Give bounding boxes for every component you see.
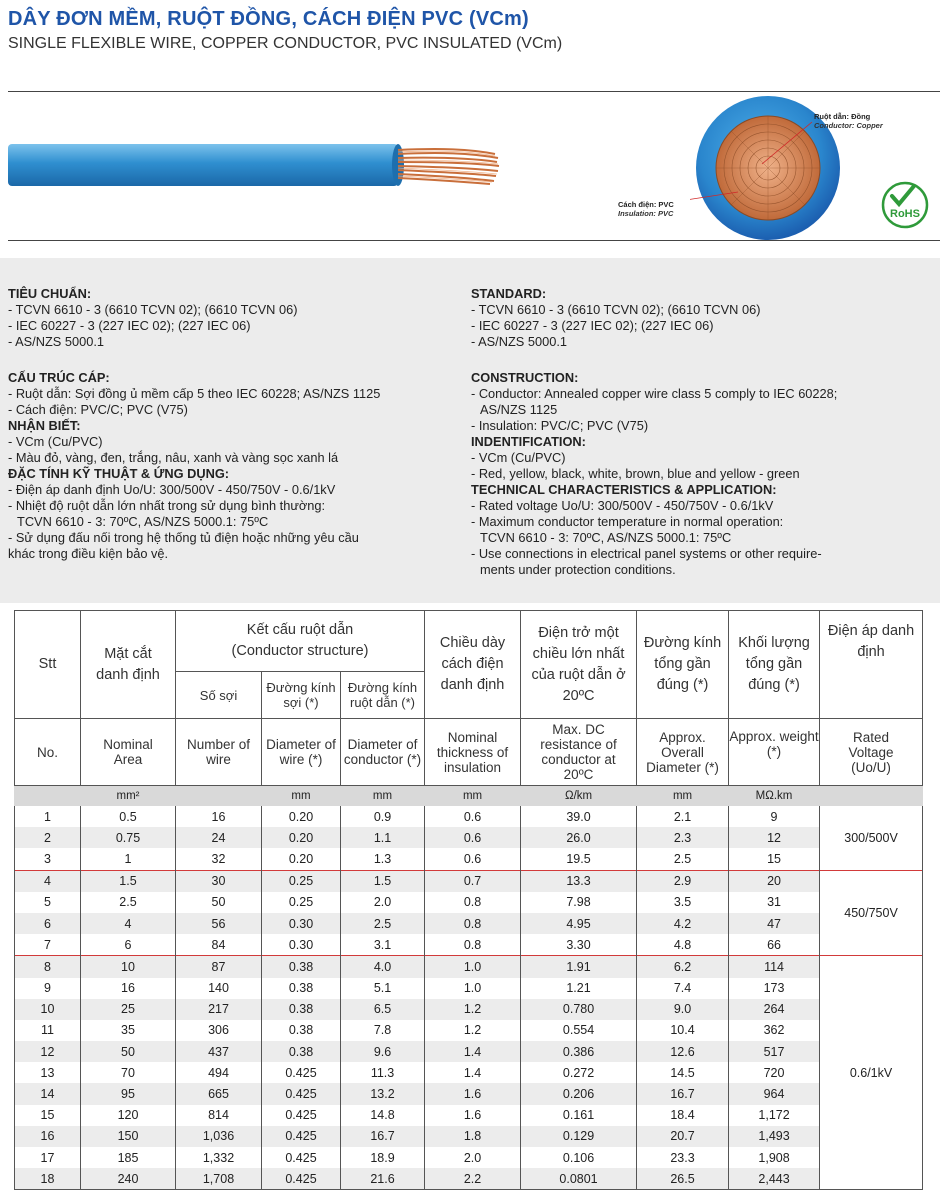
spec-line: - VCm (Cu/PVC) <box>471 450 566 465</box>
header-voltage-vn: Điện áp danh định <box>820 611 923 719</box>
standard-heading: TIÊU CHUẨN: <box>8 286 92 301</box>
table-row <box>15 913 923 934</box>
table-cell: 240 <box>81 1168 176 1190</box>
table-cell: 1.2 <box>425 1020 521 1041</box>
table-cell: 11 <box>15 1020 81 1041</box>
table-cell: 47 <box>729 913 820 934</box>
table-cell: 11.3 <box>341 1062 425 1083</box>
table-cell: 150 <box>81 1126 176 1147</box>
table-row <box>15 870 923 892</box>
table-cell: 1 <box>81 848 176 870</box>
spec-line: - Rated voltage Uo/U: 300/500V - 450/750V - 0.6/1kV <box>471 498 774 513</box>
table-cell: 66 <box>729 934 820 956</box>
table-cell: 95 <box>81 1083 176 1104</box>
table-cell: 0.38 <box>262 999 341 1020</box>
table-cell: 1.0 <box>425 956 521 978</box>
table-row <box>15 848 923 870</box>
table-body <box>15 806 923 1190</box>
table-cell: 7.8 <box>341 1020 425 1041</box>
table-cell: 0.20 <box>262 848 341 870</box>
table-cell: 12 <box>729 827 820 848</box>
table-cell: 6.5 <box>341 999 425 1020</box>
spec-column-vn <box>8 286 458 562</box>
table-cell: 1,708 <box>176 1168 262 1190</box>
header-cond-dia-en: Diameter of conductor (*) <box>341 719 425 786</box>
spec-line: TCVN 6610 - 3: 70ºC, AS/NZS 5000.1: 75ºC <box>17 514 269 529</box>
table-cell: 2.3 <box>637 827 729 848</box>
spec-line: - Ruột dẫn: Sợi đồng ủ mềm cấp 5 theo IEC 60228; AS/NZS 1125 <box>8 386 381 401</box>
table-cell: 13.2 <box>341 1083 425 1104</box>
table-row <box>15 1062 923 1083</box>
spec-line: - Cách điện: PVC/C; PVC (V75) <box>8 402 188 417</box>
table-cell: 0.38 <box>262 1041 341 1062</box>
table-cell: 0.425 <box>262 1126 341 1147</box>
table-cell: 16 <box>81 978 176 999</box>
table-cell: 120 <box>81 1105 176 1126</box>
header-thickness-vn: Chiều dày cách điện danh định <box>425 611 521 719</box>
spec-line: - Use connections in electrical panel systems or other require- <box>471 546 822 561</box>
identification-heading: INDENTIFICATION: <box>471 434 586 449</box>
spec-line: - Nhiệt độ ruột dẫn lớn nhất trong sử dụng bình thường: <box>8 498 326 513</box>
table-cell: 20 <box>729 870 820 892</box>
table-cell: 264 <box>729 999 820 1020</box>
spec-line: - TCVN 6610 - 3 (6610 TCVN 02); (6610 TCVN 06) <box>471 302 761 317</box>
table-cell: 2.2 <box>425 1168 521 1190</box>
insulation-callout <box>618 200 674 218</box>
header-cond-dia-vn: Đường kính ruột dẫn (*) <box>341 672 425 719</box>
table-cell: 0.38 <box>262 956 341 978</box>
spec-line: - Màu đỏ, vàng, đen, trắng, nâu, xanh và vàng sọc xanh lá <box>8 450 339 465</box>
table-cell: 5.1 <box>341 978 425 999</box>
table-cell: 0.6 <box>425 848 521 870</box>
table-cell: 0.6 <box>425 827 521 848</box>
table-cell: 217 <box>176 999 262 1020</box>
table-row <box>15 934 923 956</box>
table-row <box>15 1147 923 1168</box>
table-cell: 1,493 <box>729 1126 820 1147</box>
table-cell: 9 <box>15 978 81 999</box>
table-cell: 1.2 <box>425 999 521 1020</box>
spec-line: - TCVN 6610 - 3 (6610 TCVN 02); (6610 TCVN 06) <box>8 302 298 317</box>
table-header <box>15 611 923 807</box>
table-cell: 30 <box>176 870 262 892</box>
spec-line: - Điện áp danh định Uo/U: 300/500V - 450/750V - 0.6/1kV <box>8 482 336 497</box>
construction-heading: CONSTRUCTION: <box>471 370 579 385</box>
table-cell: 4 <box>15 870 81 892</box>
table-cell: 2.0 <box>425 1147 521 1168</box>
spec-line: AS/NZS 1125 <box>480 402 558 417</box>
table-cell: 665 <box>176 1083 262 1104</box>
table-cell: 4.2 <box>637 913 729 934</box>
table-cell: 0.554 <box>521 1020 637 1041</box>
table-row <box>15 1083 923 1104</box>
table-cell: 494 <box>176 1062 262 1083</box>
table-cell: 114 <box>729 956 820 978</box>
header-wire-dia-vn: Đường kính sợi (*) <box>262 672 341 719</box>
table-cell: 814 <box>176 1105 262 1126</box>
spec-column-en <box>471 286 931 578</box>
table-cell: 2.1 <box>637 806 729 827</box>
unit-area: mm² <box>81 786 176 807</box>
table-cell: 0.425 <box>262 1083 341 1104</box>
table-cell: 0.780 <box>521 999 637 1020</box>
header-structure: Kết cấu ruột dẫn (Conductor structure) <box>176 611 425 672</box>
table-cell: 0.75 <box>81 827 176 848</box>
table-cell: 2.0 <box>341 892 425 913</box>
table-cell: 1.5 <box>81 870 176 892</box>
header-area-vn: Mặt cắt danh định <box>81 611 176 719</box>
header-weight-vn: Khối lượng tổng gần đúng (*) <box>729 611 820 719</box>
table-cell: 0.20 <box>262 806 341 827</box>
table-cell: 10 <box>15 999 81 1020</box>
table-row <box>15 1041 923 1062</box>
table-cell: 0.206 <box>521 1083 637 1104</box>
table-cell: 0.38 <box>262 1020 341 1041</box>
table-cell: 3 <box>15 848 81 870</box>
table-cell: 3.30 <box>521 934 637 956</box>
table-cell: 1.3 <box>341 848 425 870</box>
table-cell: 0.25 <box>262 870 341 892</box>
table-cell: 517 <box>729 1041 820 1062</box>
table-row <box>15 1168 923 1190</box>
table-cell: 6 <box>81 934 176 956</box>
table-cell: 720 <box>729 1062 820 1083</box>
conductor-label-en: Conductor: Copper <box>814 121 883 130</box>
table-cell: 15 <box>729 848 820 870</box>
spec-line: - VCm (Cu/PVC) <box>8 434 103 449</box>
table-cell: 0.8 <box>425 934 521 956</box>
table-cell: 1,908 <box>729 1147 820 1168</box>
table-cell: 140 <box>176 978 262 999</box>
header-thickness-en: Nominal thickness of insulation <box>425 719 521 786</box>
table-cell: 0.106 <box>521 1147 637 1168</box>
table-row <box>15 806 923 827</box>
spec-line: - IEC 60227 - 3 (227 IEC 02); (227 IEC 06) <box>471 318 714 333</box>
table-cell: 23.3 <box>637 1147 729 1168</box>
wire-illustration <box>0 92 520 242</box>
table-cell: 0.38 <box>262 978 341 999</box>
table-cell: 7 <box>15 934 81 956</box>
unit-weight: MΩ.km <box>729 786 820 807</box>
table-cell: 0.30 <box>262 934 341 956</box>
table-cell: 0.5 <box>81 806 176 827</box>
table-cell: 2 <box>15 827 81 848</box>
table-cell: 2.5 <box>341 913 425 934</box>
technical-heading: ĐẶC TÍNH KỸ THUẬT & ỨNG DỤNG: <box>8 466 230 481</box>
table-cell: 1.4 <box>425 1062 521 1083</box>
table-cell: 4 <box>81 913 176 934</box>
table-cell: 14 <box>15 1083 81 1104</box>
table-cell: 24 <box>176 827 262 848</box>
table-cell: 0.0801 <box>521 1168 637 1190</box>
unit-resistance: Ω/km <box>521 786 637 807</box>
table-cell: 14.5 <box>637 1062 729 1083</box>
table-cell: 9.6 <box>341 1041 425 1062</box>
table-cell: 2.5 <box>637 848 729 870</box>
table-cell: 5 <box>15 892 81 913</box>
table-cell: 0.161 <box>521 1105 637 1126</box>
table-cell: 2,443 <box>729 1168 820 1190</box>
table-cell: 84 <box>176 934 262 956</box>
table-cell: 20.7 <box>637 1126 729 1147</box>
header-overall-vn: Đường kính tổng gần đúng (*) <box>637 611 729 719</box>
table-cell: 13.3 <box>521 870 637 892</box>
construction-heading: CẤU TRÚC CÁP: <box>8 370 110 385</box>
table-cell: 0.425 <box>262 1147 341 1168</box>
unit-wire-dia: mm <box>262 786 341 807</box>
conductor-callout <box>814 112 883 130</box>
header-no: No. <box>15 719 81 786</box>
header-stt: Stt <box>15 611 81 719</box>
table-row <box>15 892 923 913</box>
table-cell: 0.8 <box>425 892 521 913</box>
table-cell: 32 <box>176 848 262 870</box>
table-cell: 6.2 <box>637 956 729 978</box>
table-cell: 362 <box>729 1020 820 1041</box>
table-row <box>15 1020 923 1041</box>
table-cell: 16 <box>15 1126 81 1147</box>
table-cell: 1,172 <box>729 1105 820 1126</box>
voltage-cell: 450/750V <box>820 870 923 956</box>
table-cell: 35 <box>81 1020 176 1041</box>
table-cell: 16 <box>176 806 262 827</box>
spec-line: - IEC 60227 - 3 (227 IEC 02); (227 IEC 06) <box>8 318 251 333</box>
table-row <box>15 978 923 999</box>
table-cell: 0.129 <box>521 1126 637 1147</box>
table-cell: 31 <box>729 892 820 913</box>
table-cell: 7.98 <box>521 892 637 913</box>
product-hero <box>0 92 940 242</box>
standard-heading: STANDARD: <box>471 286 547 301</box>
table-cell: 0.20 <box>262 827 341 848</box>
table-cell: 4.0 <box>341 956 425 978</box>
header-wires-en: Number of wire <box>176 719 262 786</box>
table-cell: 39.0 <box>521 806 637 827</box>
spec-line: - Insulation: PVC/C; PVC (V75) <box>471 418 649 433</box>
table-cell: 26.5 <box>637 1168 729 1190</box>
table-cell: 16.7 <box>341 1126 425 1147</box>
spec-line: - AS/NZS 5000.1 <box>8 334 105 349</box>
technical-heading: TECHNICAL CHARACTERISTICS & APPLICATION: <box>471 482 777 497</box>
header-voltage-en: Rated Voltage (Uo/U) <box>820 719 923 786</box>
header-resistance-en: Max. DC resistance of conductor at 20ºC <box>521 719 637 786</box>
table-cell: 56 <box>176 913 262 934</box>
table-cell: 10.4 <box>637 1020 729 1041</box>
table-cell: 0.386 <box>521 1041 637 1062</box>
conductor-label-vn: Ruột dẫn: Đồng <box>814 112 871 121</box>
header-wire-dia-en: Diameter of wire (*) <box>262 719 341 786</box>
specification-panel <box>0 258 940 603</box>
table-cell: 8 <box>15 956 81 978</box>
table-cell: 185 <box>81 1147 176 1168</box>
table-cell: 1,332 <box>176 1147 262 1168</box>
spec-line: - AS/NZS 5000.1 <box>471 334 568 349</box>
table-cell: 0.6 <box>425 806 521 827</box>
table-cell: 0.425 <box>262 1168 341 1190</box>
header-weight-en: Approx. weight (*) <box>729 719 820 786</box>
page-title-vn: DÂY ĐƠN MỀM, RUỘT ĐỒNG, CÁCH ĐIỆN PVC (VCm) <box>8 8 529 30</box>
table-cell: 1.8 <box>425 1126 521 1147</box>
table-cell: 1.21 <box>521 978 637 999</box>
table-cell: 18.4 <box>637 1105 729 1126</box>
table-cell: 26.0 <box>521 827 637 848</box>
voltage-cell: 0.6/1kV <box>820 956 923 1190</box>
table-cell: 18 <box>15 1168 81 1190</box>
table-cell: 4.8 <box>637 934 729 956</box>
table-cell: 13 <box>15 1062 81 1083</box>
table-cell: 12.6 <box>637 1041 729 1062</box>
table-cell: 25 <box>81 999 176 1020</box>
header-area-en: Nominal Area <box>81 719 176 786</box>
table-cell: 50 <box>176 892 262 913</box>
table-cell: 15 <box>15 1105 81 1126</box>
spec-line: - Maximum conductor temperature in normal operation: <box>471 514 784 529</box>
table-cell: 87 <box>176 956 262 978</box>
table-cell: 1.0 <box>425 978 521 999</box>
table-cell: 1.4 <box>425 1041 521 1062</box>
table-cell: 1 <box>15 806 81 827</box>
table-cell: 7.4 <box>637 978 729 999</box>
table-cell: 9 <box>729 806 820 827</box>
table-cell: 3.5 <box>637 892 729 913</box>
unit-cond-dia: mm <box>341 786 425 807</box>
table-cell: 21.6 <box>341 1168 425 1190</box>
table-cell: 1,036 <box>176 1126 262 1147</box>
header-resistance-vn: Điện trở một chiều lớn nhất của ruột dẫn ở 20ºC <box>521 611 637 719</box>
table-cell: 0.425 <box>262 1105 341 1126</box>
table-cell: 0.8 <box>425 913 521 934</box>
rohs-label: RoHS <box>890 208 920 220</box>
table-cell: 0.7 <box>425 870 521 892</box>
table-row <box>15 1105 923 1126</box>
unit-overall: mm <box>637 786 729 807</box>
spec-line: ments under protection conditions. <box>480 562 676 577</box>
table-cell: 2.9 <box>637 870 729 892</box>
header-overall-en: Approx. Overall Diameter (*) <box>637 719 729 786</box>
page-title-en: SINGLE FLEXIBLE WIRE, COPPER CONDUCTOR, PVC INSULATED (VCm) <box>8 35 563 52</box>
voltage-cell: 300/500V <box>820 806 923 870</box>
table-cell: 18.9 <box>341 1147 425 1168</box>
table-cell: 9.0 <box>637 999 729 1020</box>
table-cell: 173 <box>729 978 820 999</box>
table-row <box>15 827 923 848</box>
identification-heading: NHẬN BIẾT: <box>8 418 81 433</box>
table-cell: 4.95 <box>521 913 637 934</box>
table-cell: 6 <box>15 913 81 934</box>
spec-line: khác trong điều kiện bảo vệ. <box>8 546 169 561</box>
table-row <box>15 1126 923 1147</box>
table-cell: 50 <box>81 1041 176 1062</box>
specification-table <box>14 610 923 1190</box>
table-cell: 2.5 <box>81 892 176 913</box>
spec-line: TCVN 6610 - 3: 70ºC, AS/NZS 5000.1: 75ºC <box>480 530 732 545</box>
table-cell: 964 <box>729 1083 820 1104</box>
table-cell: 0.30 <box>262 913 341 934</box>
table-cell: 0.425 <box>262 1062 341 1083</box>
insulation-label-vn: Cách điện: PVC <box>618 200 674 209</box>
table-cell: 12 <box>15 1041 81 1062</box>
table-cell: 0.25 <box>262 892 341 913</box>
table-cell: 1.91 <box>521 956 637 978</box>
table-cell: 1.6 <box>425 1105 521 1126</box>
table-cell: 1.6 <box>425 1083 521 1104</box>
table-cell: 10 <box>81 956 176 978</box>
table-row <box>15 999 923 1020</box>
table-cell: 1.5 <box>341 870 425 892</box>
spec-line: - Conductor: Annealed copper wire class 5 comply to IEC 60228; <box>471 386 838 401</box>
table-cell: 3.1 <box>341 934 425 956</box>
table-cell: 0.272 <box>521 1062 637 1083</box>
table-cell: 19.5 <box>521 848 637 870</box>
spec-line: - Red, yellow, black, white, brown, blue and yellow - green <box>471 466 800 481</box>
insulation-label-en: Insulation: PVC <box>618 209 674 218</box>
table-cell: 437 <box>176 1041 262 1062</box>
rohs-badge <box>880 180 930 230</box>
unit-thickness: mm <box>425 786 521 807</box>
table-cell: 16.7 <box>637 1083 729 1104</box>
table-cell: 17 <box>15 1147 81 1168</box>
table-cell: 1.1 <box>341 827 425 848</box>
header-wires-vn: Số sợi <box>176 672 262 719</box>
table-cell: 14.8 <box>341 1105 425 1126</box>
spec-line: - Sử dụng đấu nối trong hệ thống tủ điện hoặc những yêu cầu <box>8 530 359 545</box>
table-cell: 0.9 <box>341 806 425 827</box>
table-cell: 306 <box>176 1020 262 1041</box>
table-row <box>15 956 923 978</box>
table-cell: 70 <box>81 1062 176 1083</box>
